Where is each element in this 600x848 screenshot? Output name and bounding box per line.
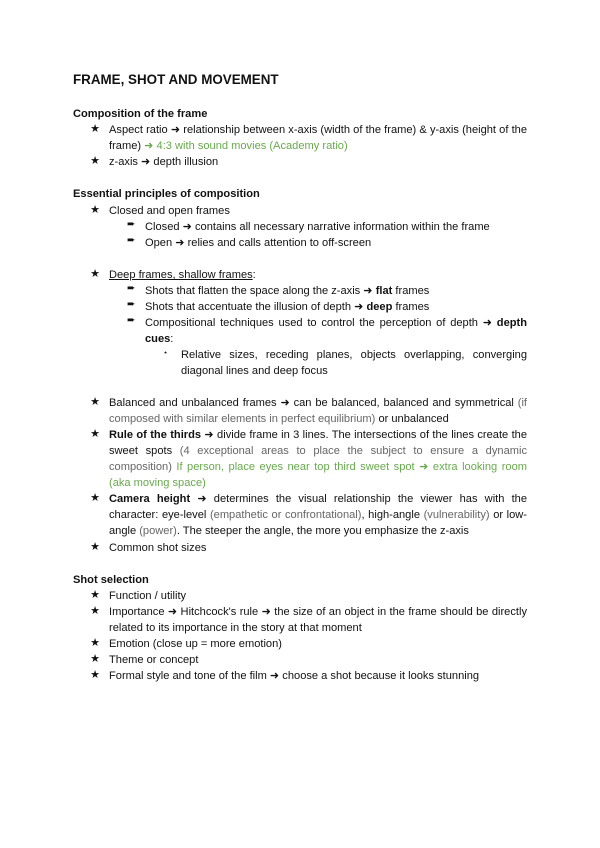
- list-item-camera-height: Camera height ➜ determines the visual relationship the viewer has with the character: eye-level (empathetic or confrontational), high-angle (vulnerability) or low-angle (power). The steeper the angle, the more you emphasize the z-axis: [109, 493, 528, 537]
- sub-item-open: Open ➜ relies and calls attention to off-screen: [145, 237, 372, 249]
- star-bullet-icon: ★: [90, 637, 100, 649]
- sub-sub-item-relative-sizes: Relative sizes, receding planes, objects overlapping, converging diagonal lines and deep focus: [181, 349, 527, 377]
- list-item-theme: Theme or concept: [109, 654, 199, 666]
- star-bullet-icon: ★: [90, 669, 100, 681]
- list-item-importance: Importance ➜ Hitchcock's rule ➜ the size of an object in the frame should be directly related to its importance in the story at that moment: [109, 606, 527, 634]
- list-item-balanced: Balanced and unbalanced frames ➜ can be balanced, balanced and symmetrical (if composed with similar elements in perfect equilibrium) or unbalanced: [109, 397, 527, 425]
- dot-bullet-icon: ⋆: [163, 348, 169, 357]
- star-bullet-icon: ★: [90, 541, 100, 553]
- sub-item-depth-cues: Compositional techniques used to control the perception of depth ➜ depth cues:: [145, 317, 527, 345]
- star-bullet-icon: ★: [90, 204, 100, 216]
- star-bullet-icon: ★: [90, 653, 100, 665]
- section-heading-essential: Essential principles of composition: [73, 188, 260, 200]
- arrow-bullet-icon: ➨: [127, 299, 136, 310]
- star-bullet-icon: ★: [90, 605, 100, 617]
- list-item-aspect-ratio: Aspect ratio ➜ relationship between x-axis (width of the frame) & y-axis (height of the frame) ➜ 4:3 with sound movies (Academy ratio): [109, 124, 527, 152]
- list-item-function: Function / utility: [109, 590, 187, 602]
- list-item-z-axis: z-axis ➜ depth illusion: [109, 156, 219, 168]
- arrow-bullet-icon: ➨: [127, 235, 136, 246]
- sub-item-closed: Closed ➜ contains all necessary narrative information within the frame: [145, 221, 490, 233]
- list-item-deep-frames: Deep frames, shallow frames:: [109, 269, 256, 281]
- arrow-bullet-icon: ➨: [127, 283, 136, 294]
- star-bullet-icon: ★: [90, 492, 100, 504]
- star-bullet-icon: ★: [90, 123, 100, 135]
- section-heading-shot-selection: Shot selection: [73, 574, 149, 586]
- star-bullet-icon: ★: [90, 155, 100, 167]
- list-item-rule-of-thirds: Rule of the thirds ➜ divide frame in 3 lines. The intersections of the lines create the sweet spots (4 exceptional areas to place the subject to ensure a dynamic composition) If person, place eyes near top third sweet spot ➜ extra looking room (aka moving space): [109, 429, 527, 489]
- star-bullet-icon: ★: [90, 396, 100, 408]
- list-item-formal-style: Formal style and tone of the film ➜ choose a shot because it looks stunning: [109, 670, 480, 682]
- page-title: FRAME, SHOT AND MOVEMENT: [73, 72, 279, 87]
- star-bullet-icon: ★: [90, 589, 100, 601]
- list-item-common-shot-sizes: Common shot sizes: [109, 542, 207, 554]
- section-heading-composition: Composition of the frame: [73, 108, 208, 120]
- star-bullet-icon: ★: [90, 428, 100, 440]
- arrow-bullet-icon: ➨: [127, 315, 136, 326]
- star-bullet-icon: ★: [90, 268, 100, 280]
- sub-item-deep: Shots that accentuate the illusion of depth ➜ deep frames: [145, 301, 430, 313]
- arrow-bullet-icon: ➨: [127, 219, 136, 230]
- list-item-closed-open: Closed and open frames: [109, 205, 230, 217]
- list-item-emotion: Emotion (close up = more emotion): [109, 638, 282, 650]
- sub-item-flat: Shots that flatten the space along the z-axis ➜ flat frames: [145, 285, 430, 297]
